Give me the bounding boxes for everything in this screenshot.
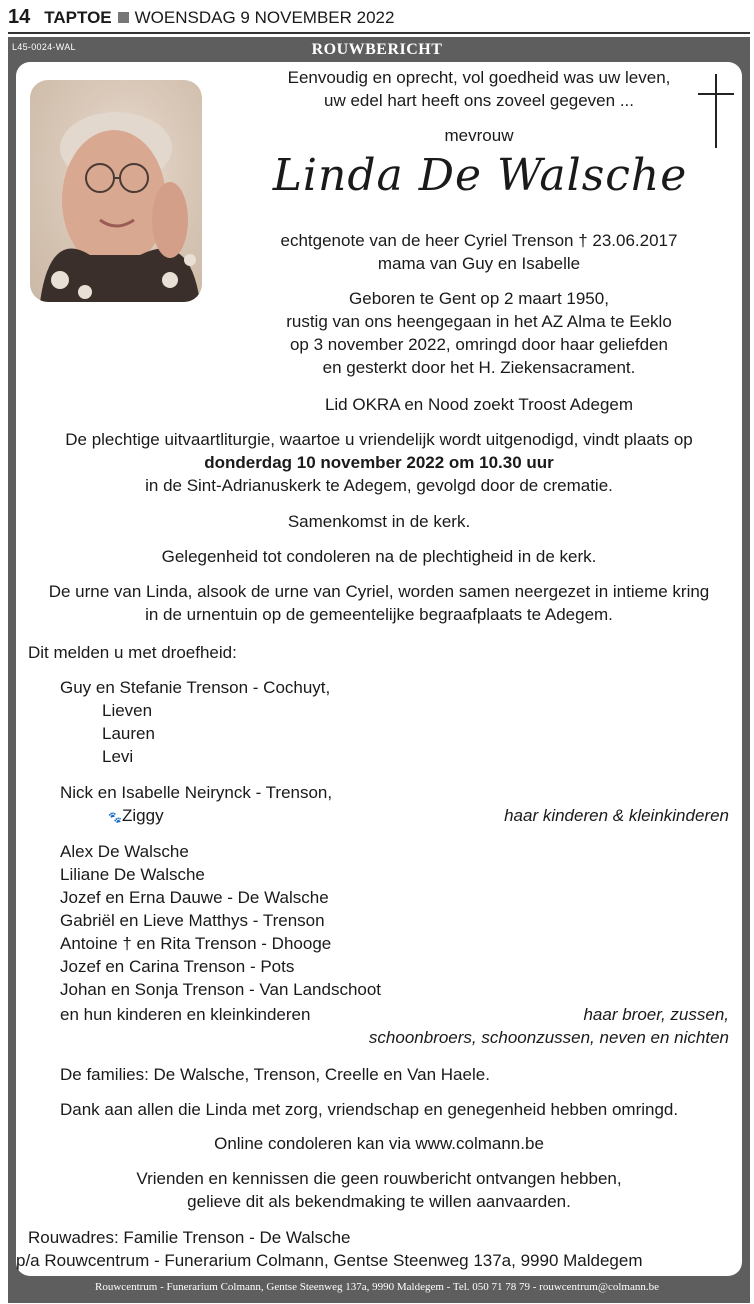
birth-line-3: op 3 november 2022, omringd door haar geliefden [289,335,669,354]
service-place: in de Sint-Adrianuskerk te Adegem, gevolgd door de crematie. [145,476,613,495]
sibling: Antoine † en Rita Trenson - Dhooge [60,934,332,953]
membership: Lid OKRA en Nood zoekt Troost Adegem [324,395,634,414]
birth-line-1: Geboren te Gent op 2 maart 1950, [349,289,609,308]
family1-kid: Levi [102,747,134,766]
online-condolence: Online condoleren kan via www.colmann.be [214,1134,544,1153]
page-number: 14 [8,6,31,28]
address-line-1: Rouwadres: Familie Trenson - De Walsche [28,1228,351,1247]
page-header [8,6,748,34]
sibling: Alex De Walsche [60,842,189,861]
portrait-illustration [30,80,202,302]
separator-square-icon [118,12,129,23]
paw-icon: 🐾 [108,812,122,824]
family1-kid: Lieven [102,701,153,720]
spouse-line: echtgenote van de heer Cyriel Trenson † 23.06.2017 [280,231,678,250]
notice-band-title: ROUWBERICHT [311,41,443,58]
sibling: Jozef en Erna Dauwe - De Walsche [60,888,329,907]
sibling: Johan en Sonja Trenson - Van Landschoot [60,980,382,999]
deceased-name: Linda De Walsche [272,150,688,201]
header-rule [8,32,750,34]
notice-code: L45-0024-WAL [12,42,76,52]
condolence-info: Gelegenheid tot condoleren na de plechtigheid in de kerk. [161,547,597,566]
urn-line-2: in de urnentuin op de gemeentelijke begraafplaats te Adegem. [145,605,613,624]
portrait-photo [30,80,202,302]
sibling: Gabriël en Lieve Matthys - Trenson [60,911,325,930]
poem-line-2: uw edel hart heeft ons zoveel gegeven ... [324,91,634,110]
pet-name: Ziggy [122,806,164,825]
role-children: haar kinderen & kleinkinderen [504,806,729,825]
birth-line-4: en gesterkt door het H. Ziekensacrament. [322,358,636,377]
service-date: donderdag 10 november 2022 om 10.30 uur [204,453,554,472]
sibling: Liliane De Walsche [60,865,205,884]
role-siblings-line-1: haar broer, zussen, [583,1005,729,1024]
issue-date: WOENSDAG 9 NOVEMBER 2022 [134,8,395,27]
family2-head: Nick en Isabelle Neirynck - Trenson, [60,783,333,802]
gathering: Samenkomst in de kerk. [287,512,471,531]
funeral-home-footer: Rouwcentrum - Funerarium Colmann, Gentse Steenweg 137a, 9990 Maldegem - Tel. 050 71 78 79 - rouwcentrum@colmann.be [95,1281,659,1293]
families-line: De families: De Walsche, Trenson, Creelle en Van Haele. [60,1065,490,1084]
family2-pet-line [108,804,164,830]
friends-line-2: gelieve dit als bekendmaking te willen aanvaarden. [187,1192,571,1211]
poem-line-1: Eenvoudig en oprecht, vol goedheid was uw leven, [287,68,671,87]
role-siblings-line-2: schoonbroers, schoonzussen, neven en nichten [368,1028,729,1047]
newspaper-name: TAPTOE [44,8,112,27]
family1-head: Guy en Stefanie Trenson - Cochuyt, [60,678,331,697]
salutation: mevrouw [444,126,514,145]
announcement: Dit melden u met droefheid: [28,643,237,662]
family1-kid: Lauren [102,724,155,743]
service-intro: De plechtige uitvaartliturgie, waartoe u vriendelijk wordt uitgenodigd, vindt plaats op [65,430,693,449]
sibling: Jozef en Carina Trenson - Pots [60,957,295,976]
friends-line-1: Vrienden en kennissen die geen rouwbericht ontvangen hebben, [136,1169,622,1188]
birth-line-2: rustig van ons heengegaan in het AZ Alma te Eeklo [286,312,672,331]
thanks-line: Dank aan allen die Linda met zorg, vriendschap en genegenheid hebben omringd. [60,1100,679,1119]
sibling: en hun kinderen en kleinkinderen [60,1005,311,1024]
address-line-2: p/a Rouwcentrum - Funerarium Colmann, Gentse Steenweg 137a, 9990 Maldegem [16,1251,643,1270]
urn-line-1: De urne van Linda, alsook de urne van Cyriel, worden samen neergezet in intieme kring [48,582,710,601]
children-line: mama van Guy en Isabelle [377,254,581,273]
